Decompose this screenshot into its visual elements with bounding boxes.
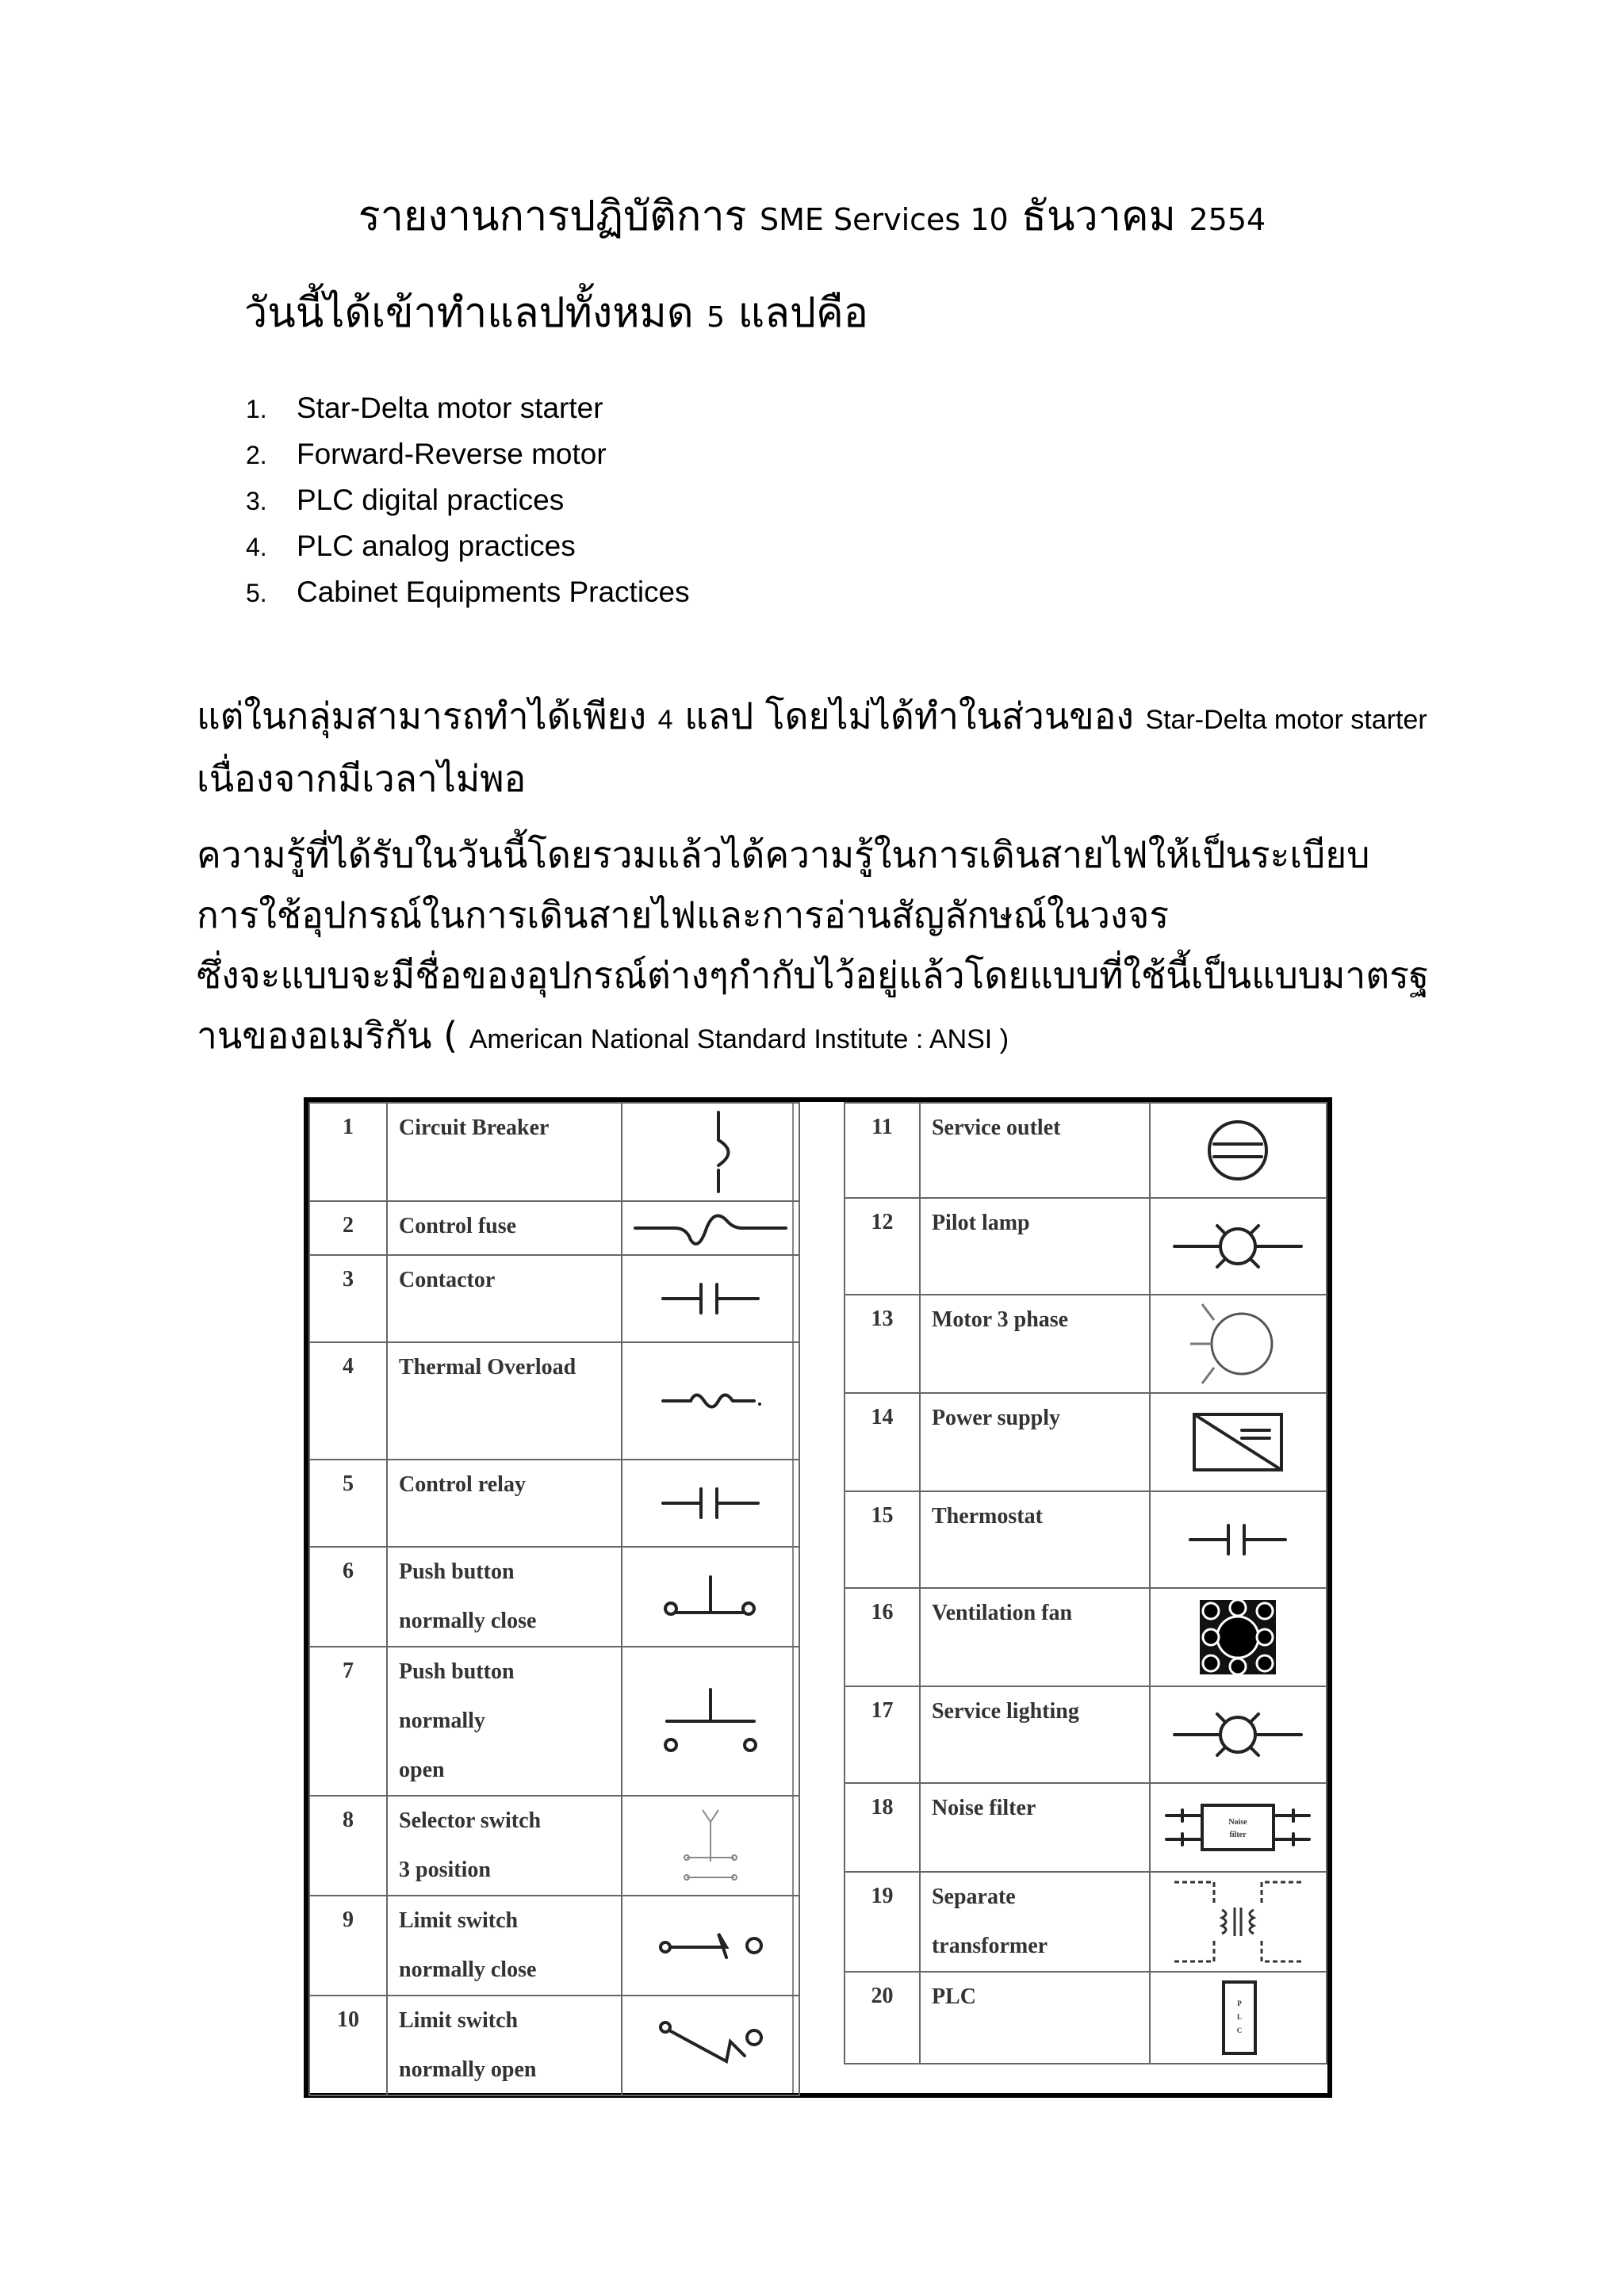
symbol-name xyxy=(387,1255,622,1342)
contact-symbol xyxy=(1150,1491,1327,1588)
list-number: 4. xyxy=(246,533,267,561)
transformer-symbol xyxy=(1150,1872,1327,1972)
intro-text-a: วันนี้ได้เข้าทำแลปทั้งหมด xyxy=(244,289,694,337)
table-row xyxy=(845,1295,1327,1393)
table-row xyxy=(309,1342,799,1460)
para1-text-b: แลป โดยไม่ได้ทำในส่วนของ xyxy=(684,695,1134,737)
table-row xyxy=(309,1896,799,1996)
symbol-number: 15 xyxy=(845,1491,920,1588)
list-item xyxy=(246,431,690,477)
symbol-name-line: Control relay xyxy=(399,1472,526,1497)
table-row xyxy=(845,1103,1327,1198)
svg-text:Noise: Noise xyxy=(1228,1818,1248,1827)
motor-symbol xyxy=(1150,1295,1327,1393)
symbol-name xyxy=(920,1393,1150,1491)
list-item xyxy=(246,477,690,523)
symbol-name xyxy=(920,1972,1150,2064)
symbol-name-line: Thermostat xyxy=(931,1504,1043,1529)
symbol-number: 16 xyxy=(845,1588,920,1686)
symbol-number: 6 xyxy=(309,1547,387,1647)
symbol-name-line: Motor 3 phase xyxy=(931,1307,1069,1332)
para1-text-a: แต่ในกลุ่มสามารถทำได้เพียง xyxy=(197,695,647,737)
paragraph-line xyxy=(197,1005,1429,1070)
list-number: 2. xyxy=(246,441,267,469)
symbol-name xyxy=(387,1896,622,1996)
symbol-name-line: Circuit Breaker xyxy=(399,1115,550,1140)
fan-symbol xyxy=(1150,1588,1327,1686)
symbol-name-line: Control fuse xyxy=(399,1214,517,1238)
symbol-number: 18 xyxy=(845,1783,920,1872)
symbol-name-line: Separate xyxy=(931,1885,1016,1909)
symbol-name-line: Selector switch xyxy=(399,1808,542,1833)
symbol-number: 19 xyxy=(845,1872,920,1972)
symbol-name-line: Service lighting xyxy=(931,1699,1079,1724)
svg-text:filter: filter xyxy=(1229,1831,1247,1839)
title-thai-month: ธันวาคม xyxy=(1021,193,1176,240)
symbol-name-line: normally close xyxy=(399,1957,537,1982)
symbol-name xyxy=(920,1491,1150,1588)
lamp-symbol xyxy=(1150,1686,1327,1783)
symbol-name xyxy=(920,1783,1150,1872)
list-label: Cabinet Equipments Practices xyxy=(297,576,690,608)
thermal-overload-symbol xyxy=(622,1342,799,1460)
table-row xyxy=(309,1255,799,1342)
symbol-name xyxy=(920,1295,1150,1393)
para2-text-thai: านของอเมริกัน ( xyxy=(197,1014,458,1057)
table-row xyxy=(845,1872,1327,1972)
symbol-number: 20 xyxy=(845,1972,920,2064)
symbol-number: 11 xyxy=(845,1103,920,1198)
list-item xyxy=(246,569,690,615)
table-row xyxy=(309,1996,799,2095)
symbol-name-line: 3 position xyxy=(399,1858,491,1882)
circuit-breaker-symbol xyxy=(622,1103,799,1201)
plc-symbol xyxy=(1150,1972,1327,2064)
table-row xyxy=(309,1647,799,1796)
symbol-name-line: Push button xyxy=(399,1659,515,1684)
table-row xyxy=(309,1460,799,1547)
symbol-name xyxy=(387,1103,622,1201)
symbol-name-line: PLC xyxy=(931,1984,976,2009)
list-number: 3. xyxy=(246,487,267,515)
document-title xyxy=(0,189,1624,247)
symbol-name xyxy=(920,1103,1150,1198)
intro-line xyxy=(244,285,868,346)
symbol-name-line: normally xyxy=(399,1709,485,1733)
symbol-name-line: Contactor xyxy=(399,1268,496,1292)
symbol-number: 13 xyxy=(845,1295,920,1393)
table-row xyxy=(845,1686,1327,1783)
table-row xyxy=(309,1547,799,1647)
lamp-symbol xyxy=(1150,1198,1327,1295)
symbol-number: 8 xyxy=(309,1796,387,1896)
symbol-name-line: Pilot lamp xyxy=(931,1211,1030,1235)
symbol-name xyxy=(387,1460,622,1547)
noise-filter-symbol xyxy=(1150,1783,1327,1872)
list-label: Forward-Reverse motor xyxy=(297,438,607,470)
symbol-name xyxy=(387,1547,622,1647)
symbol-name xyxy=(387,1342,622,1460)
symbol-name-line: Limit switch xyxy=(399,1908,519,1933)
table-row xyxy=(309,1201,799,1255)
symbol-number: 1 xyxy=(309,1103,387,1201)
paragraph-line: ซึ่งจะแบบจะมีชื่อของอุปกรณ์ต่างๆกำกับไว้อยู่แล้วโดยแบบที่ใช้นี้เป็นแบบมาตรฐ xyxy=(197,954,1430,997)
intro-count: 5 xyxy=(707,301,726,334)
symbol-name xyxy=(387,1647,622,1796)
svg-text:C: C xyxy=(1237,2026,1243,2034)
list-item xyxy=(246,385,690,431)
table-row xyxy=(845,1783,1327,1872)
paragraph-partial-completion xyxy=(197,687,1427,808)
table-row xyxy=(845,1588,1327,1686)
para2-ansi: American National Standard Institute : ANSI ) xyxy=(469,1024,1009,1054)
list-label: Star-Delta motor starter xyxy=(297,392,603,424)
table-row xyxy=(309,1796,799,1896)
title-thai-part1: รายงานการปฏิบัติการ xyxy=(358,193,747,240)
contact-symbol xyxy=(622,1255,799,1342)
limit-switch-no-symbol xyxy=(622,1996,799,2095)
para1-english: Star-Delta motor starter xyxy=(1145,705,1427,735)
list-number: 1. xyxy=(246,395,267,423)
symbol-name-line: Power supply xyxy=(931,1406,1061,1430)
symbol-number: 5 xyxy=(309,1460,387,1547)
symbol-number: 17 xyxy=(845,1686,920,1783)
para1-number: 4 xyxy=(657,705,673,735)
push-button-nc-symbol xyxy=(622,1547,799,1647)
symbol-number: 4 xyxy=(309,1342,387,1460)
push-button-no-symbol xyxy=(622,1647,799,1796)
symbol-number: 3 xyxy=(309,1255,387,1342)
power-supply-symbol xyxy=(1150,1393,1327,1491)
symbol-name xyxy=(387,1996,622,2095)
limit-switch-nc-symbol xyxy=(622,1896,799,1996)
symbol-name-line: Thermal Overload xyxy=(399,1355,576,1380)
symbol-name-line: normally open xyxy=(399,2057,537,2082)
symbol-name-line: open xyxy=(399,1758,445,1782)
symbol-number: 7 xyxy=(309,1647,387,1796)
symbol-name-line: normally close xyxy=(399,1609,537,1633)
table-row xyxy=(845,1491,1327,1588)
symbol-name-line: Ventilation fan xyxy=(931,1601,1073,1625)
symbol-number: 14 xyxy=(845,1393,920,1491)
symbol-number: 2 xyxy=(309,1201,387,1255)
paragraph-line xyxy=(197,687,1427,749)
symbol-table-left xyxy=(308,1102,800,2096)
title-year: 2554 xyxy=(1189,202,1266,237)
symbol-number: 10 xyxy=(309,1996,387,2095)
symbol-name xyxy=(920,1198,1150,1295)
table-row xyxy=(845,1198,1327,1295)
symbol-name-line: Push button xyxy=(399,1559,515,1584)
symbol-name xyxy=(387,1201,622,1255)
selector-switch-symbol xyxy=(622,1796,799,1896)
table-row xyxy=(309,1103,799,1201)
table-row xyxy=(845,1393,1327,1491)
paragraph-line: เนื่องจากมีเวลาไม่พอ xyxy=(197,757,527,800)
paragraph-line: การใช้อุปกรณ์ในการเดินสายไฟและการอ่านสัญลักษณ์ในวงจร xyxy=(197,894,1170,936)
svg-text:L: L xyxy=(1237,2013,1243,2021)
paragraph-knowledge xyxy=(197,825,1429,1070)
symbol-name xyxy=(920,1872,1150,1972)
svg-text:P: P xyxy=(1237,1999,1243,2007)
symbol-table-right xyxy=(844,1102,1327,2064)
symbol-name xyxy=(920,1588,1150,1686)
table-row xyxy=(845,1972,1327,2064)
symbol-name-line: Limit switch xyxy=(399,2008,519,2033)
outlet-symbol xyxy=(1150,1103,1327,1198)
symbol-name-line: transformer xyxy=(931,1934,1048,1958)
list-item xyxy=(246,523,690,569)
title-sme-services: SME Services 10 xyxy=(760,202,1009,237)
symbol-name-line: Noise filter xyxy=(931,1796,1036,1820)
paragraph-line: ความรู้ที่ได้รับในวันนี้โดยรวมแล้วได้ความรู้ในการเดินสายไฟให้เป็นระเบียบ xyxy=(197,833,1370,876)
symbol-number: 9 xyxy=(309,1896,387,1996)
symbol-name-line: Service outlet xyxy=(931,1115,1061,1140)
fuse-symbol xyxy=(622,1201,799,1255)
lab-list xyxy=(246,385,690,615)
symbol-name xyxy=(920,1686,1150,1783)
symbol-name xyxy=(387,1796,622,1896)
list-label: PLC digital practices xyxy=(297,484,565,516)
symbol-number: 12 xyxy=(845,1198,920,1295)
ansi-symbol-table xyxy=(304,1097,1332,2098)
list-number: 5. xyxy=(246,579,267,607)
contact-symbol xyxy=(622,1460,799,1547)
intro-text-b: แลปคือ xyxy=(737,289,868,337)
list-label: PLC analog practices xyxy=(297,530,576,562)
